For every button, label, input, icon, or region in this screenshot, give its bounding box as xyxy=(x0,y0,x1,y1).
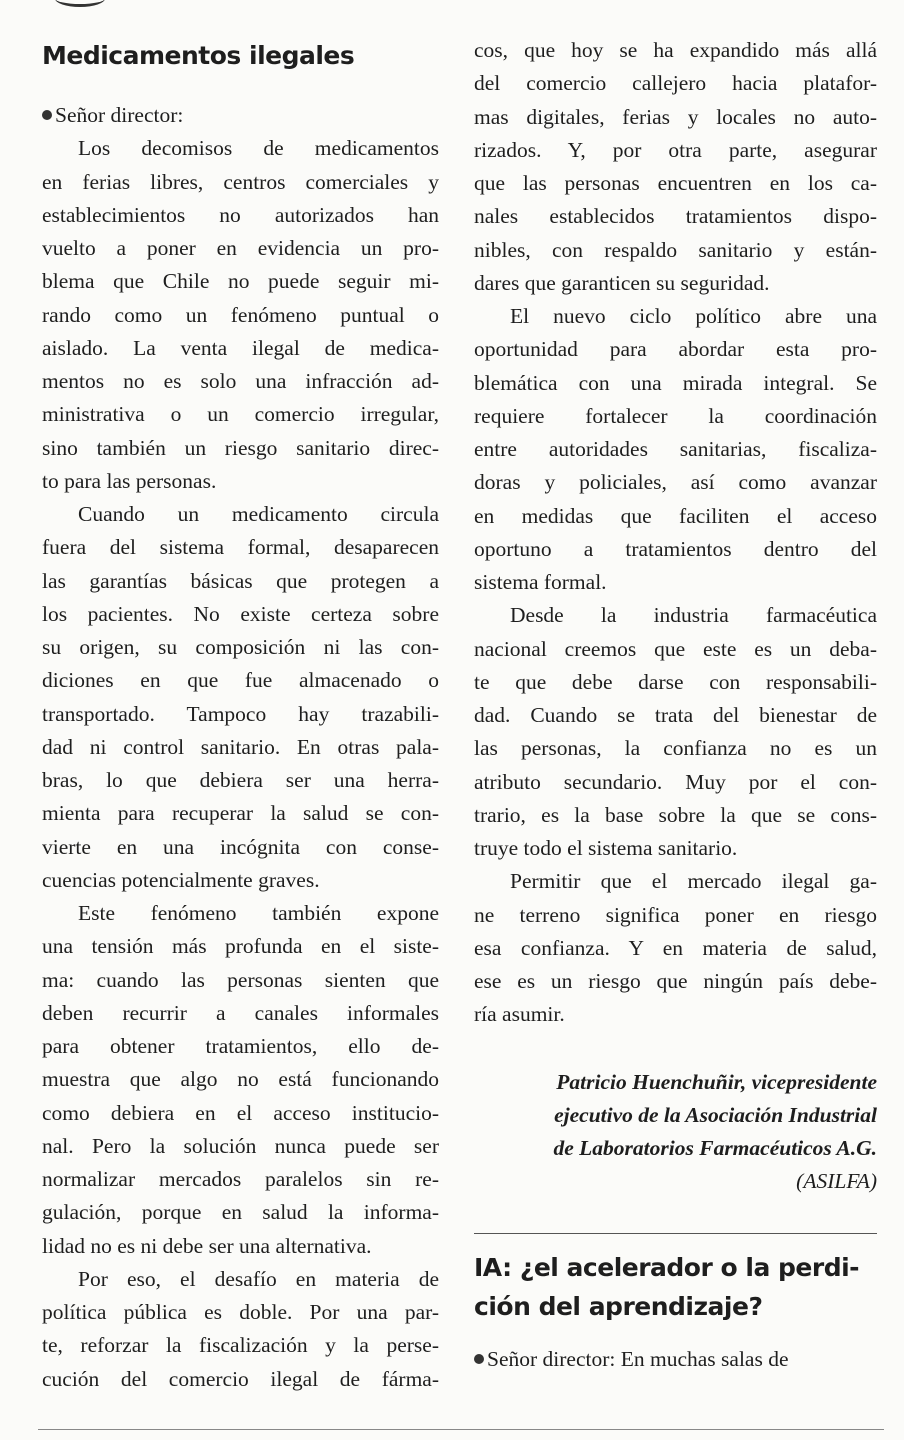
body-text-line: te, reforzar la fiscalización y la perse- xyxy=(42,1333,439,1358)
bullet-icon xyxy=(474,1354,484,1364)
body-text-line: nal. Pero la solución nunca puede ser xyxy=(42,1133,439,1158)
body-text-line: ese es un riesgo que ningún país debe- xyxy=(474,969,877,993)
body-text-line: oportuno a tratamientos dentro del xyxy=(474,536,877,561)
body-text-line: del comercio callejero hacia platafor- xyxy=(474,71,877,96)
body-text-line: Por eso, el desafío en materia de xyxy=(78,1266,439,1291)
body-text-line: en ferias libres, centros comerciales y xyxy=(42,169,439,194)
letter2-opening-text: Señor director: En muchas salas de xyxy=(487,1346,789,1371)
body-text-line: deben recurrir a canales informales xyxy=(42,1000,439,1025)
body-text-line: como debiera en el acceso institucio- xyxy=(42,1100,439,1125)
body-text-line: Los decomisos de medicamentos xyxy=(78,136,439,161)
body-text-line: cuencias potencialmente graves. xyxy=(42,867,320,892)
body-text-line: sistema formal. xyxy=(474,570,607,594)
body-text-line: to para las personas. xyxy=(42,468,217,493)
body-text-line: dares que garanticen su seguridad. xyxy=(474,270,770,295)
top-decorative-mark xyxy=(55,0,105,7)
page-bottom-rule xyxy=(38,1429,884,1430)
body-text-line: entre autoridades sanitarias, fiscaliza- xyxy=(474,437,877,461)
body-text-line: diciones en que fue almacenado o xyxy=(42,668,439,693)
body-text-line: vuelto a poner en evidencia un pro- xyxy=(42,236,439,260)
body-text-line: Desde la industria farmacéutica xyxy=(510,603,877,628)
body-text-line: bras, lo que debiera ser una herra- xyxy=(42,768,439,792)
body-text-line: trario, es la base sobre la que se cons- xyxy=(474,802,877,827)
body-text-line: las garantías básicas que protegen a xyxy=(42,568,439,593)
body-text-line: para obtener tratamientos, ello de- xyxy=(42,1034,439,1058)
right-column xyxy=(474,34,877,1376)
body-text-line: oportunidad para abordar esta pro- xyxy=(474,337,877,362)
body-text-line: nibles, con respaldo sanitario y están- xyxy=(474,237,877,262)
body-text-line: te que debe darse con responsabili- xyxy=(474,669,877,694)
body-text-line: requiere fortalecer la coordinación xyxy=(474,403,877,428)
body-text-line: lidad no es ni debe ser una alternativa. xyxy=(42,1233,372,1258)
body-text-line: dad ni control sanitario. En otras pala- xyxy=(42,734,439,759)
body-text-line: una tensión más profunda en el siste- xyxy=(42,934,439,959)
body-text-line: fuera del sistema formal, desaparecen xyxy=(42,535,439,560)
bullet-icon xyxy=(42,110,52,120)
body-text-line: ma: cuando las personas sienten que xyxy=(42,967,439,992)
body-text-line: los pacientes. No existe certeza sobre xyxy=(42,601,439,626)
salutation-text: Señor director: xyxy=(55,103,184,127)
body-text-line: aislado. La venta ilegal de medica- xyxy=(42,335,439,360)
body-text-line: ministrativa o un comercio irregular, xyxy=(42,402,439,427)
body-text-line: ría asumir. xyxy=(474,1002,565,1027)
body-text-line: atributo secundario. Muy por el con- xyxy=(474,769,877,794)
letter-headline: Medicamentos ilegales xyxy=(42,41,355,70)
body-text-line: gulación, porque en salud la informa- xyxy=(42,1200,439,1225)
body-text-line: mas digitales, ferias y locales no auto- xyxy=(474,104,877,129)
body-text-line: mentos no es solo una infracción ad- xyxy=(42,369,439,393)
body-text-line: las personas, la confianza no es un xyxy=(474,736,877,761)
body-text-line: blema que Chile no puede seguir mi- xyxy=(42,269,439,294)
body-text-line: Permitir que el mercado ilegal ga- xyxy=(510,869,877,894)
body-text-line: truye todo el sistema sanitario. xyxy=(474,836,738,860)
body-text-line: Este fenómeno también expone xyxy=(78,901,439,925)
signature-block xyxy=(474,1066,877,1199)
body-text-line: cos, que hoy se ha expandido más allá xyxy=(474,38,877,62)
body-text-line: vierte en una incógnita con conse- xyxy=(42,834,439,859)
body-text-line: ne terreno significa poner en riesgo xyxy=(474,902,877,927)
body-text-line: doras y policiales, así como avanzar xyxy=(474,470,877,495)
body-text-line: muestra que algo no está funcionando xyxy=(42,1067,439,1092)
body-text-line: dad. Cuando se trata del bienestar de xyxy=(474,703,877,727)
body-text-line: en medidas que faciliten el acceso xyxy=(474,503,877,528)
body-text-line: rando como un fenómeno puntual o xyxy=(42,302,439,327)
letter2-opening xyxy=(474,1343,877,1376)
body-text-line: cución del comercio ilegal de fárma- xyxy=(42,1366,439,1391)
body-text-line: nales establecidos tratamientos dispo- xyxy=(474,204,877,229)
body-text-line: blemática con una mirada integral. Se xyxy=(474,370,877,395)
body-text-line: rizados. Y, por otra parte, asegurar xyxy=(474,137,877,162)
letter-body-right xyxy=(474,34,877,1032)
letter-body-left xyxy=(42,132,439,1396)
letter2-headline-line1: IA: ¿el acelerador o la perdi- xyxy=(474,1252,860,1282)
salutation xyxy=(42,99,439,132)
body-text-line: sino también un riesgo sanitario direc- xyxy=(42,435,439,460)
left-column xyxy=(42,34,439,1396)
signature-org: (ASILFA) xyxy=(796,1169,877,1194)
body-text-line: transportado. Tampoco hay trazabili- xyxy=(42,701,439,726)
body-text-line: normalizar mercados paralelos sin re- xyxy=(42,1167,439,1191)
body-text-line: Cuando un medicamento circula xyxy=(78,502,439,526)
body-text-line: mienta para recuperar la salud se con- xyxy=(42,801,439,826)
body-text-line: su origen, su composición ni las con- xyxy=(42,635,439,659)
body-text-line: establecimientos no autorizados han xyxy=(42,202,439,227)
body-text-line: nacional creemos que este es un deba- xyxy=(474,636,877,661)
body-text-line: El nuevo ciclo político abre una xyxy=(510,304,877,328)
body-text-line: esa confianza. Y en materia de salud, xyxy=(474,935,877,960)
body-text-line: política pública es doble. Por una par- xyxy=(42,1300,439,1324)
body-text-line: que las personas encuentren en los ca- xyxy=(474,171,877,195)
letter2-headline-line2: ción del aprendizaje? xyxy=(474,1291,763,1321)
signature-line: de Laboratorios Farmacéuticos A.G. xyxy=(553,1136,877,1160)
signature-line: ejecutivo de la Asociación Industrial xyxy=(554,1102,877,1127)
signature-line: Patricio Huenchuñir, vicepresidente xyxy=(556,1069,877,1094)
